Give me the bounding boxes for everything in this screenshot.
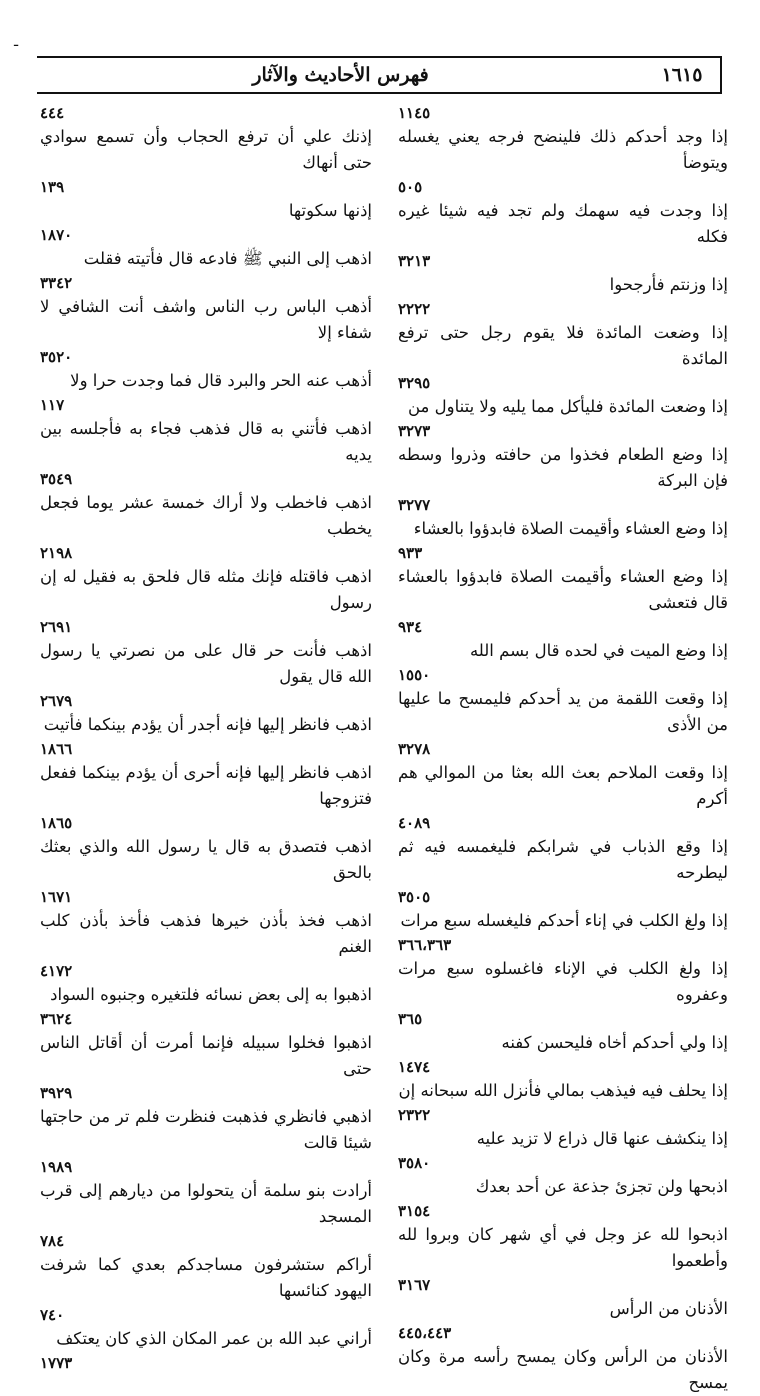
index-entry-text: أذهب الباس رب الناس واشف أنت الشافي لا شفاء إلا <box>40 297 372 342</box>
index-entry-text: اذبحها ولن تجزئ جذعة عن أحد بعدك <box>475 1177 728 1196</box>
index-entry-text: اذهب فاقتله فإنك مثله قال فلحق به فقيل له إن رسول <box>40 567 372 612</box>
index-entry-text: أراني عبد الله بن عمر المكان الذي كان يعتكف <box>56 1329 372 1348</box>
index-entry-ref: ١٩٨٩ <box>40 1158 73 1176</box>
index-entry-ref: ٣٥٠٥ <box>398 888 431 906</box>
index-entry-ref: ٢٦٩١ <box>40 618 73 636</box>
index-entry-ref: ٩٣٤ <box>398 618 423 636</box>
index-entry-ref: ١٨٧٠ <box>40 226 73 244</box>
index-entry-ref: ١٨٦٥ <box>40 814 73 832</box>
index-entry-ref: ٣٦٦،٣٦٣ <box>398 936 452 954</box>
index-entry-text: اذهبوا فخلوا سبيله فإنما أمرت أن أقاتل الناس حتى <box>40 1033 372 1078</box>
left-column <box>40 102 372 1372</box>
index-entry-ref: ٩٣٣ <box>398 544 423 562</box>
index-entry-text: اذهب فخذ بأذن خيرها فذهب فأخذ بأذن كلب الغنم <box>40 911 372 956</box>
index-entry-text: الأذنان من الرأس وكان يمسح رأسه مرة وكان يمسح <box>398 1347 728 1392</box>
index-entry-ref: ٣٢٧٨ <box>398 740 431 758</box>
index-entry-ref: ١٣٩ <box>40 178 65 196</box>
index-entry-ref: ٣٢٧٧ <box>398 496 431 514</box>
index-entry-ref: ٥٠٥ <box>398 178 423 196</box>
index-entry-text: إذا وضع الميت في لحده قال بسم الله <box>469 641 728 660</box>
index-entry-ref: ٢٣٢٢ <box>398 1106 431 1124</box>
index-entry-ref: ٣٥٨٠ <box>398 1154 431 1172</box>
index-entry-ref: ٣٣٤٢ <box>40 274 73 292</box>
index-entry-text: إذا ولي أحدكم أخاه فليحسن كفنه <box>501 1033 728 1052</box>
index-entry-text: إذا وضعت المائدة فليأكل مما يليه ولا يتناول من <box>408 397 728 416</box>
index-entry-ref: ٤٤٤ <box>40 104 65 122</box>
index-entry-text: إذا ينكشف عنها قال ذراع لا تزيد عليه <box>476 1129 728 1148</box>
index-entry-text: إذا وجدت فيه سهمك ولم تجد فيه شيئا غيره فكله <box>398 201 728 246</box>
page-number: ١٦١٥ <box>644 58 722 92</box>
index-entry-text: إذنها سكوتها <box>288 201 372 220</box>
index-entry-text: أذهب عنه الحر والبرد قال فما وجدت حرا ولا <box>70 371 372 390</box>
index-entry-ref: ١١٤٥ <box>398 104 431 122</box>
index-entry-text: اذهب فانظر إليها فإنه أحرى أن يؤدم بينكما ففعل فتزوجها <box>40 763 372 808</box>
index-entry-ref: ٢١٩٨ <box>40 544 73 562</box>
index-entry-ref: ٧٨٤ <box>40 1232 65 1250</box>
index-entry-text: اذهب فانظر إليها فإنه أجدر أن يؤدم بينكما فأتيت <box>43 715 372 734</box>
right-column <box>398 102 728 1392</box>
index-entry-text: إذا ولغ الكلب في الإناء فاغسلوه سبع مرات وعفروه <box>398 959 728 1004</box>
index-entry-text: اذبحوا لله عز وجل في أي شهر كان وبروا لله وأطعموا <box>398 1225 728 1270</box>
page-title: فهرس الأحاديث والآثار <box>252 64 429 86</box>
index-entry-text: إذا وقعت الملاحم بعث الله بعثا من الموالي هم أكرم <box>398 763 728 808</box>
index-entry-ref: ٣٢٩٥ <box>398 374 431 392</box>
page-header <box>37 56 722 94</box>
index-entry-text: الأذنان من الرأس <box>609 1299 728 1318</box>
index-entry-ref: ٤٤٥،٤٤٣ <box>398 1324 452 1342</box>
index-entry-ref: ١٥٥٠ <box>398 666 431 684</box>
index-entry-text: إذنك علي أن ترفع الحجاب وأن تسمع سوادي حتى أنهاك <box>40 127 372 172</box>
index-entry-ref: ١٤٧٤ <box>398 1058 431 1076</box>
index-entry-ref: ٣٢١٣ <box>398 252 431 270</box>
index-entry-text: اذهب فأتني به قال فذهب فجاء به فأجلسه بين يديه <box>40 419 372 464</box>
index-entry-text: إذا وزنتم فأرجحوا <box>609 275 728 294</box>
index-entry-ref: ١٧٧٣ <box>40 1354 73 1372</box>
index-entry-ref: ٣٥٢٠ <box>40 348 73 366</box>
index-entry-ref: ٢٦٧٩ <box>40 692 73 710</box>
index-entry-ref: ٣٢٧٣ <box>398 422 431 440</box>
index-entry-text: اذهبي فانظري فذهبت فنظرت فلم تر من حاجتها شيئا قالت <box>40 1107 372 1152</box>
index-entry-text: إذا وقع الذباب في شرابكم فليغمسه فيه ثم ليطرحه <box>398 837 728 882</box>
index-entry-ref: ٣٦٥ <box>398 1010 423 1028</box>
index-entry-ref: ٤١٧٢ <box>40 962 73 980</box>
index-entry-text: إذا يحلف فيه فيذهب بمالي فأنزل الله سبحانه إن <box>398 1081 728 1100</box>
index-entry-text: إذا وجد أحدكم ذلك فلينضح فرجه يعني يغسله ويتوضأ <box>398 127 728 172</box>
index-entry-ref: ٣٦٢٤ <box>40 1010 73 1028</box>
index-entry-ref: ٤٠٨٩ <box>398 814 431 832</box>
index-entry-ref: ٣١٦٧ <box>398 1276 431 1294</box>
index-entry-text: أرادت بنو سلمة أن يتحولوا من ديارهم إلى قرب المسجد <box>40 1181 372 1226</box>
index-entry-text: اذهب فاخطب ولا أراك خمسة عشر يوما فجعل يخطب <box>40 493 372 538</box>
index-entry-text: اذهب إلى النبي ﷺ فادعه قال فأتيته فقلت <box>83 249 372 268</box>
index-entry-ref: ١٨٦٦ <box>40 740 73 758</box>
corner-mark: ـ <box>14 34 19 50</box>
index-entry-ref: ٣٩٢٩ <box>40 1084 73 1102</box>
index-entry-text: إذا وضع العشاء وأقيمت الصلاة فابدؤوا بالعشاء <box>413 519 728 538</box>
index-entry-ref: ١٦٧١ <box>40 888 73 906</box>
index-entry-text: اذهب فتصدق به قال يا رسول الله والذي بعثك بالحق <box>40 837 372 882</box>
index-entry-text: إذا وقعت اللقمة من يد أحدكم فليمسح ما عليها من الأذى <box>398 689 728 734</box>
index-entry-text: إذا وضع الطعام فخذوا من حافته وذروا وسطه فإن البركة <box>398 445 728 490</box>
index-entry-text: اذهب فأنت حر قال على من نصرتي يا رسول الله قال يقول <box>40 641 372 686</box>
index-entry-text: أراكم ستشرفون مساجدكم بعدي كما شرفت اليهود كنائسها <box>40 1255 372 1300</box>
index-entry-ref: ٣١٥٤ <box>398 1202 431 1220</box>
index-entry-ref: ١١٧ <box>40 396 65 414</box>
index-entry-text: إذا وضعت المائدة فلا يقوم رجل حتى ترفع المائدة <box>398 323 728 368</box>
index-entry-ref: ٢٢٢٢ <box>398 300 431 318</box>
index-entry-text: اذهبوا به إلى بعض نسائه فلتغيره وجنبوه السواد <box>50 985 372 1004</box>
index-entry-ref: ٧٤٠ <box>40 1306 65 1324</box>
index-entry-text: إذا ولغ الكلب في إناء أحدكم فليغسله سبع مرات <box>400 911 728 930</box>
index-entry-text: إذا وضع العشاء وأقيمت الصلاة فابدؤوا بالعشاء قال فتعشى <box>398 567 728 612</box>
index-entry-ref: ٣٥٤٩ <box>40 470 73 488</box>
